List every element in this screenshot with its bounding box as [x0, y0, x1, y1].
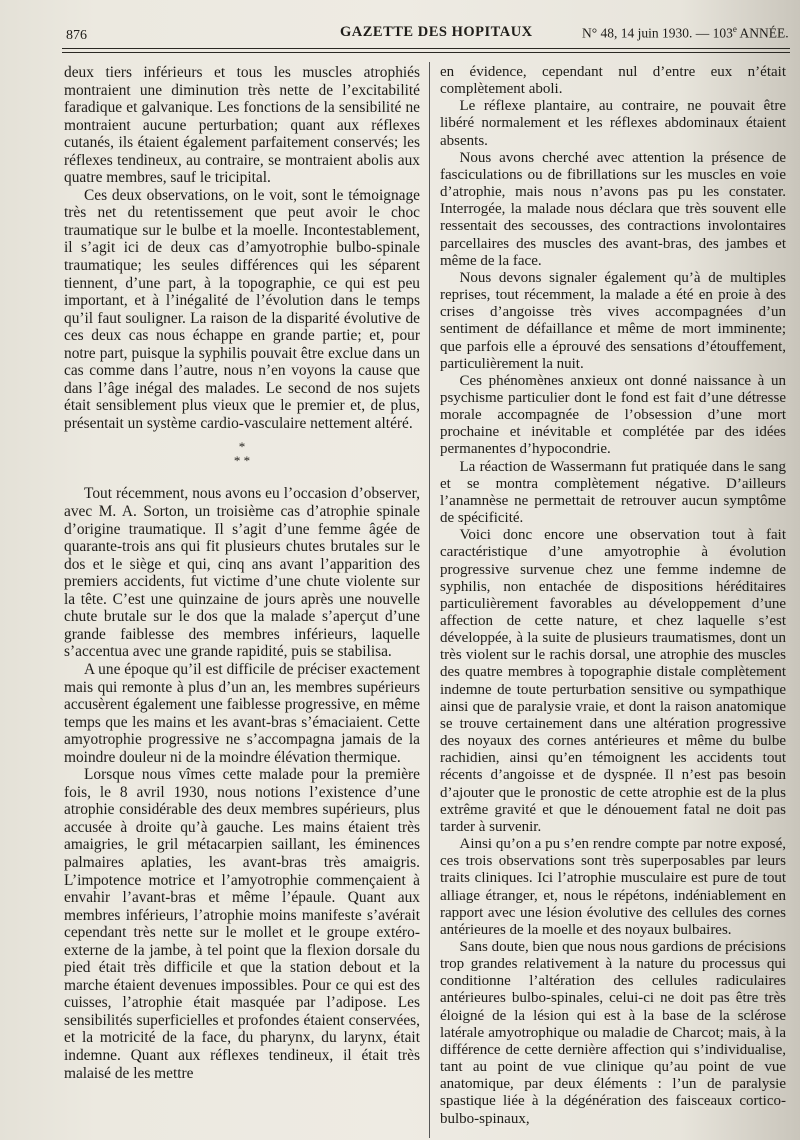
- issue-date: N° 48, 14 juin 1930. — 103: [582, 25, 733, 41]
- paragraph: Lorsque nous vîmes cette malade pour la première fois, le 8 avril 1930, nous notions l’existence d’une atrophie considérable des deux membres supérieurs, plus accusée à droite qu’à gauche. Les mains étaient très amaigries, le gril métacarpien saillant, les éminences palmaires aplaties, les avant-bras très amaigris. L’impotence motrice et l’amyotrophie commençaient à envahir l’avant-bras et même l’épaule. Quant aux membres inférieurs, l’atrophie moins manifeste s’avérait cependant très nette sur le mollet et le groupe extéro-externe de la jambe, à tel point que la flexion dorsale du pied était très difficile et que la station debout et la marche étaient devenues impossibles. Pour ce qui est des cuisses, l’atrophie était masquée par l’adipose. Les sensibilités superficielles et profondes étaient conservées, et la motricité de la face, du pharynx, du larynx, était indemne. Quant aux réflexes tendineux, il était très malaisé de les mettre: [64, 766, 420, 1082]
- paragraph: Ces phénomènes anxieux ont donné naissance à un psychisme particulier dont le fond est fait d’une détresse morale accompagnée de l’obsession d’une mort prochaine et inévitable et complétée par des idées permanentes d’hypocondrie.: [440, 372, 786, 458]
- header-rule-thick: [62, 48, 790, 49]
- separator-star: *: [238, 439, 246, 455]
- left-column: [64, 64, 420, 1082]
- paragraph: Sans doute, bien que nous nous gardions de précisions trop grandes relativement à la nature du processus qui conditionne l’altération des cellules radiculaires antérieures bulbo-spinales, celui-ci ne doit pas être très éloigné de la lésion qui est à la base de la sclérose latérale amyotrophique ou maladie de Charcot; mais, à la différence de cette dernière affection qui s’individualise, tant au point de vue clinique qu’au point de vue anatomique, par deux éléments : l’un de paralysie spastique liée à la dégénération des faisceaux cortico-bulbo-spinaux,: [440, 938, 786, 1127]
- separator-stars: * *: [233, 453, 251, 469]
- page-header: [62, 20, 790, 42]
- paragraph: Nous avons cherché avec attention la présence de fasciculations ou de fibrillations sur les muscles en voie d’atrophie, mais nous n’avons pas pu les constater. Interrogée, la malade nous déclara que très souvent elle ressentait des secousses, des contractions involontaires parcellaires des muscles des avant-bras, des jambes et même de la face.: [440, 149, 786, 269]
- journal-title: GAZETTE DES HOPITAUX: [340, 24, 533, 40]
- header-rule-thin: [62, 52, 790, 53]
- paragraph: Nous devons signaler également qu’à de multiples reprises, tout récemment, la malade a été en proie à des crises d’angoisse très vives accompagnées d’un sentiment de défaillance et même de mort imminente; que parfois elle a éprouvé des sensations d’étouffement, particulièrement la nuit.: [440, 269, 786, 372]
- paragraph: A une époque qu’il est difficile de préciser exactement mais qui remonte à plus d’un an, les membres supérieurs accusèrent également une faiblesse progressive, en même temps que les mains et les avant-bras s’émaciaient. Cette amyotrophie progressive ne s’accompagna jamais de la moindre douleur ni de la moindre élévation thermique.: [64, 660, 420, 766]
- paragraph: deux tiers inférieurs et tous les muscles atrophiés montraient une diminution très nette de l’excitabilité faradique et galvanique. Les fonctions de la sensibilité ne montraient aucune perturbation; quant aux réflexes cutanés, ils étaient également parfaitement conservés; les réflexes tendineux, au contraire, se montraient abolis aux quatre membres, sauf le tricipital.: [64, 64, 420, 187]
- paragraph: Ainsi qu’on a pu s’en rendre compte par notre exposé, ces trois observations sont très superposables par leurs traits cliniques. Ici l’atrophie musculaire est pure de tout alliage étranger, et, nous le répétons, indéniablement en rapport avec une lésion évolutive des cellules des cornes antérieures de la moelle et des noyaux bulbaires.: [440, 836, 786, 938]
- right-column: [440, 64, 786, 1128]
- paragraph: en évidence, cependant nul d’entre eux n’était complètement aboli.: [440, 64, 786, 98]
- issue-year-label: ANNÉE.: [736, 25, 789, 41]
- column-divider: [429, 62, 430, 1138]
- paragraph: Tout récemment, nous avons eu l’occasion d’observer, avec M. A. Sorton, un troisième cas d’atrophie spinale d’origine traumatique. Il s’agit d’une femme âgée de quarante-trois ans qui fit plusieurs chutes brutales sur le dos et le siège et qui, cinq ans avant l’apparition des premiers accidents, fut victime d’une chute violente sur la tête. C’est une quinzaine de jours après une nouvelle chute brutale sur le dos que la malade s’aperçut d’une grande faiblesse des membres inférieurs, laquelle s’accentua avec une grande rapidité, puis se stabilisa.: [64, 485, 420, 661]
- page-number: 876: [66, 28, 87, 43]
- paragraph: Le réflexe plantaire, au contraire, ne pouvait être libéré normalement et les réflexes abdominaux étaient absents.: [440, 98, 786, 149]
- paragraph: La réaction de Wassermann fut pratiquée dans le sang et se montra complètement négative. D’ailleurs l’anamnèse ne permettait de retrouver aucun symptôme de spécificité.: [440, 458, 786, 527]
- issue-suffix: e: [732, 24, 737, 34]
- paragraph: Voici donc encore une observation tout à fait caractéristique d’une amyotrophie à évolution progressive survenue chez une femme indemne de syphilis, non entachée de dispositions héréditaires particulièrement favorables au développement d’une affection de cette nature, et chez laquelle s’est développée, à la suite de plusieurs traumatismes, dont un très violent sur le rachis dorsal, une atrophie des muscles des quatre membres à topographie distale complètement indemne de toute perturbation sensitive ou sympathique ainsi que de paralysie vraie, et dont la raison anatomique se trouve certainement dans une altération progressive des noyaux des cornes antérieures et même du bulbe rachidien, ainsi qu’en témoignent les accidents tout récents d’angoisse et de dyspnée. Il n’est pas besoin d’ajouter que le pronostic de cette atrophie est de la plus extrême gravité et que le dénouement fatal ne doit pas tarder à survenir.: [440, 527, 786, 835]
- issue-info: [582, 24, 789, 42]
- section-separator: [64, 440, 420, 468]
- paragraph: Ces deux observations, on le voit, sont le témoignage très net du retentissement que peut avoir le choc traumatique sur le bulbe et la moelle. Incontestablement, il s’agit ici de deux cas d’amyotrophie bulbo-spinale traumatique; les seules différences qui les séparent tiennent, d’une part, à la topographie, ce qui est peu important, et à l’inégalité de l’évolution dans le temps qu’il faut souligner. La raison de la disparité évolutive de ces deux cas nous échappe en grande partie; et, pour notre part, puisque la syphilis pouvait être exclue dans un cas comme dans l’autre, nous n’en voyons la cause que dans l’âge inégal des malades. Le second de nos sujets était sensiblement plus vieux que le premier et, de plus, présentait un système cardio-vasculaire nettement altéré.: [64, 186, 420, 432]
